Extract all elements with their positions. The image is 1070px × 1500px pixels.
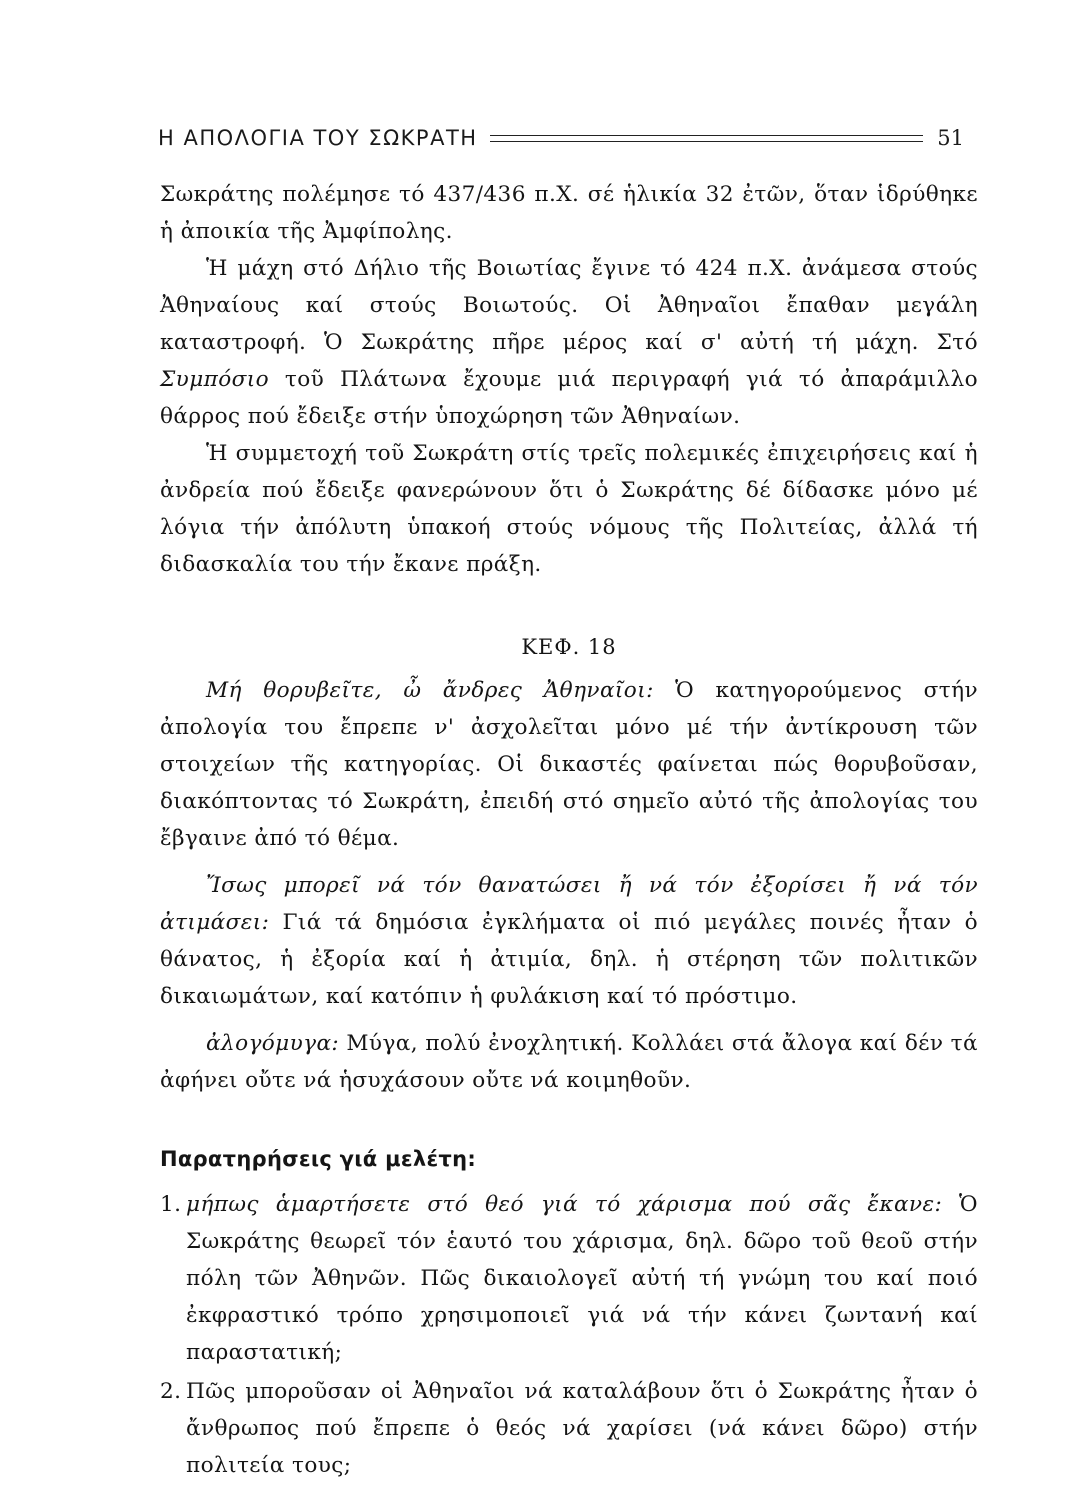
lemma-note [160, 867, 978, 1015]
question-text: Ὁ Σωκράτης θεωρεῖ τόν ἑαυτό του χάρισμα, δηλ. δῶρο τοῦ θεοῦ στήν πόλη τῶν Ἀθηνῶν. Πῶς δικαιολογεῖ αὐτή τή γνώμη του καί ποιό ἐκφραστικό τρόπο χρησιμοποιεῖ γιά νά τήν κάνει ζωντανή καί παραστατική; [186, 1192, 978, 1365]
chapter-heading: ΚΕΦ. 18 [521, 635, 617, 659]
question-text: Πῶς μποροῦσαν οἱ Ἀθηναῖοι νά καταλάβουν ὅτι ὁ Σωκράτης ἦταν ὁ ἄνθρωπος πού ἔπρεπε ὁ θεός νά χαρίσει (νά κάνει δῶρο) στήν πολιτεία τους; [186, 1379, 978, 1478]
lemma-note [160, 1025, 978, 1099]
page-number: 51 [937, 126, 964, 150]
question-number: 1. [160, 1192, 182, 1217]
question-lemma: μήπως ἁμαρτήσετε στό θεό γιά τό χάρισμα πού σᾶς ἔκανε: [186, 1192, 943, 1217]
study-question [160, 1373, 978, 1484]
lemma-note [160, 672, 978, 857]
study-question [160, 1186, 978, 1371]
lemma-explanation: Μύγα, πολύ ἐνοχλητική. Κολλάει στά ἄλογα καί δέν τά ἀφήνει οὔτε νά ἡσυχάσουν οὔτε νά κοιμηθοῦν. [160, 1031, 978, 1093]
note-paragraph: Σωκράτης πολέμησε τό 437/436 π.Χ. σέ ἡλικία 32 ἐτῶν, ὅταν ἱδρύθηκε ἡ ἀποικία τῆς Ἀμφίπολης. [160, 182, 978, 244]
note-text: Ἡ μάχη στό Δήλιο τῆς Βοιωτίας ἔγινε τό 424 π.Χ. ἀνάμεσα στούς Ἀθηναίους καί στούς Βοιωτούς. Οἱ Ἀθηναῖοι ἔπαθαν μεγάλη καταστροφή. Ὁ Σωκράτης πῆρε μέρος καί σ' αὐτή τή μάχη. Στό [160, 256, 978, 355]
note-paragraph [160, 250, 978, 435]
note-paragraph: Ἡ συμμετοχή τοῦ Σωκράτη στίς τρεῖς πολεμικές ἐπιχειρήσεις καί ἡ ἀνδρεία πού ἔδειξε φανερώνουν ὅτι ὁ Σωκράτης δέ δίδασκε μόνο μέ λόγια τήν ἀπόλυτη ὑπακοή στούς νόμους τῆς Πολιτείας, ἀλλά τή διδασκαλία του τήν ἔκανε πράξη. [160, 441, 978, 577]
question-number: 2. [160, 1379, 182, 1404]
header-double-rule [490, 135, 924, 142]
running-header [158, 122, 964, 154]
lemma: ἀλογόμυγα: [206, 1031, 340, 1056]
page-body [160, 176, 978, 1484]
lemma-explanation: Ὁ κατηγορούμενος στήν ἀπολογία του ἔπρεπε ν' ἀσχολεῖται μόνο μέ τήν ἀντίκρουση τῶν στοιχείων τῆς κατηγορίας. Οἱ δικαστές φαίνεται πώς θορυβοῦσαν, διακόπτοντας τό Σωκράτη, ἐπειδή στό σημεῖο αὐτό τῆς ἀπολογίας του ἔβγαινε ἀπό τό θέμα. [160, 678, 978, 851]
lemma: Μή θορυβεῖτε, ὦ ἄνδρες Ἀθηναῖοι: [206, 678, 654, 703]
question-body [186, 1186, 978, 1371]
lemma-explanation: Γιά τά δημόσια ἐγκλήματα οἱ πιό μεγάλες ποινές ἦταν ὁ θάνατος, ἡ ἐξορία καί ἡ ἀτιμία, δηλ. ἡ στέρηση τῶν πολιτικῶν δικαιωμάτων, καί κατόπιν ἡ φυλάκιση καί τό πρόστιμο. [160, 910, 978, 1009]
note-text: τοῦ Πλάτωνα ἔχουμε μιά περιγραφή γιά τό ἀπαράμιλλο θάρρος πού ἔδειξε στήν ὑποχώρηση τῶν Ἀθηναίων. [160, 367, 978, 429]
note-italic-title: Συμπόσιο [160, 367, 270, 392]
study-heading: Παρατηρήσεις γιά μελέτη: [160, 1147, 477, 1171]
lemma: Ἴσως μπορεῖ νά τόν θανατώσει ἤ νά τόν ἐξορίσει ἤ νά τόν ἀτιμάσει: [160, 873, 978, 935]
header-title: Η ΑΠΟΛΟΓΙΑ ΤΟΥ ΣΩΚΡΑΤΗ [158, 126, 478, 150]
